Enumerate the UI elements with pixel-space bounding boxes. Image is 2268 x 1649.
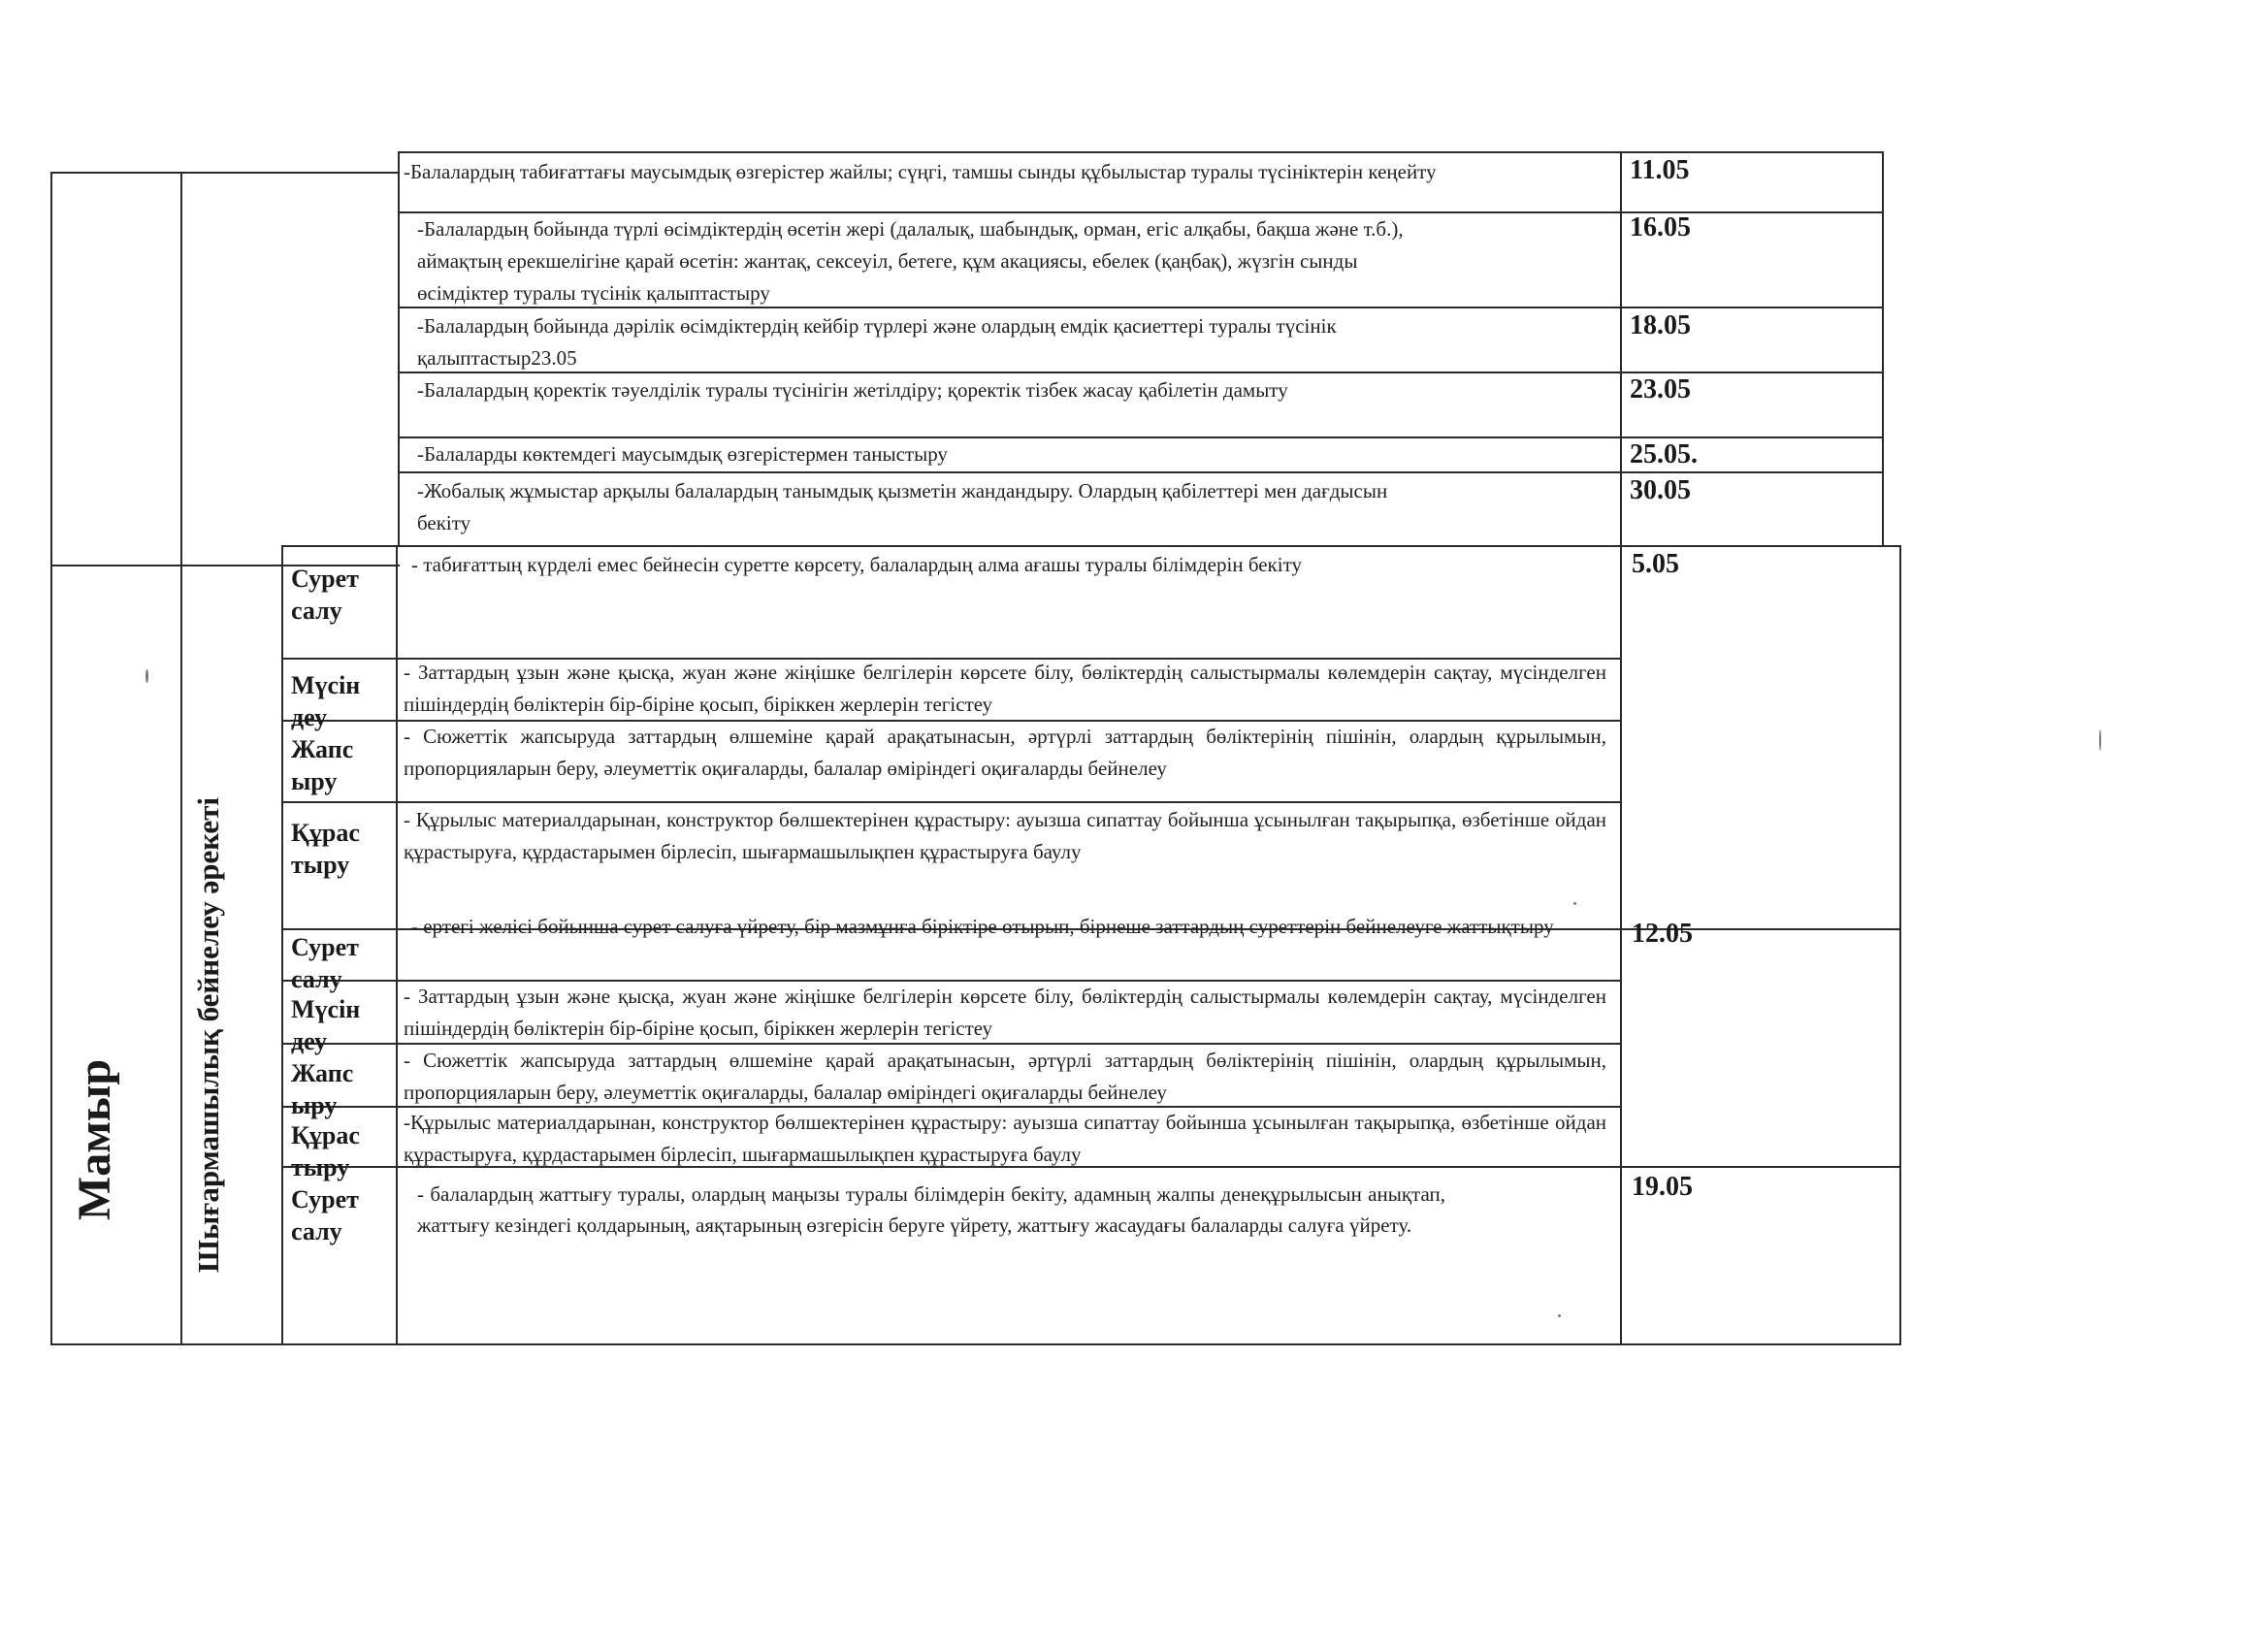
activity-text: - Заттардың ұзын және қысқа, жуан және жіңішке белгілерін көрсете білу, бөліктердің салыстырмалы көлемдерін сақтау, мүсінделген пішіндердің бөліктерін бір-біріне қосып, біріккен жерлерін тегістеу bbox=[404, 985, 1606, 1040]
activity-text: - Сюжеттік жапсыруда заттардың өлшеміне қарай арақатынасын, әртүрлі заттардың бөліктерінің пішінін, олардың құрылымын, пропорцияларын беру, әлеуметтік оқиғаларды, балалар өміріндегі оқиғаларды бейнелеу bbox=[404, 1049, 1606, 1104]
upper-row-date: 11.05 bbox=[1630, 155, 1690, 185]
upper-row-text: -Балалардың табиғаттағы маусымдық өзгерістер жайлы; сүңгі, тамшы сынды құбылыстар туралы түсініктерін кеңейту bbox=[404, 160, 1437, 183]
lower-label-left-border bbox=[281, 545, 283, 1343]
upper-row-text: -Балаларды көктемдегі маусымдық өзгерістермен таныстыру bbox=[417, 442, 948, 466]
upper-row-text: -Балалардың бойында түрлі өсімдіктердің өсетін жері (далалық, шабындық, орман, егіс алқабы, бақша және т.б.), аймақтың ерекшелігіне қарай өсетін: жантақ, сексеуіл, бетеге, құм акациясы, ебелек (қаңбақ), жүзгін сынды өсімдіктер туралы түсінік қалыптастыру bbox=[417, 217, 1404, 305]
activity-text: -Құрылыс материалдарынан, конструктор бөлшектерінен құрастыру: ауызша сипаттау бойынша ұсынылған тақырыпқа, өзбетінше ойдан құрастыруға, құрдастарымен бірлесіп, шығармашылықпен құрастыруға баулу bbox=[404, 1111, 1606, 1166]
month-label: Мамыр bbox=[69, 1058, 120, 1221]
upper-table-right-border bbox=[1882, 151, 1884, 545]
activity-label: Сурет салу bbox=[291, 565, 359, 625]
upper-date-left-border bbox=[1620, 151, 1622, 545]
upper-row-text: -Балалардың бойында дәрілік өсімдіктердің кейбір түрлері және олардың емдік қасиеттері туралы түсінік қалыптастыр23.05 bbox=[417, 314, 1337, 370]
activity-label: Мүсін деу bbox=[291, 671, 361, 731]
activity-text: - Құрылыс материалдарынан, конструктор бөлшектерінен құрастыру: ауызша сипаттау бойынша ұсынылған тақырыпқа, өзбетінше ойдан құрастыруға, құрдастарымен бірлесіп, шығармашылықпен құрастыруға баулу bbox=[404, 808, 1606, 863]
lower-row-separator bbox=[281, 801, 1620, 803]
scan-speck bbox=[2099, 729, 2101, 751]
upper-row-date: 16.05 bbox=[1630, 212, 1691, 242]
table-left-border bbox=[50, 172, 52, 1343]
activity-label: Құрас тыру bbox=[291, 819, 360, 879]
upper-table-left-top-border bbox=[50, 172, 400, 174]
upper-row-date: 23.05 bbox=[1630, 374, 1691, 404]
lower-date: 19.05 bbox=[1632, 1172, 1693, 1202]
lower-date: 12.05 bbox=[1632, 919, 1693, 949]
activity-label: Сурет салу bbox=[291, 933, 359, 993]
activity-label: Мүсін деу bbox=[291, 995, 361, 1055]
lower-text-left-border bbox=[396, 545, 398, 1343]
upper-row-date: 30.05 bbox=[1630, 475, 1691, 505]
activity-text: - балалардың жаттығу туралы, олардың маңызы туралы білімдерін бекіту, адамның жалпы денеқұрылысын анықтап, жаттығу кезіндегі қолдарының, аяқтарының өзгерісін беруге үйрету, жаттығу жасаудағы балаларды салуға үйрету. bbox=[417, 1182, 1445, 1237]
activity-text: - Заттардың ұзын және қысқа, жуан және жіңішке белгілерін көрсете білу, бөліктердің салыстырмалы көлемдерін сақтау, мүсінделген пішіндердің бөліктерін бір-біріне қосып, біріккен жерлерін тегістеу bbox=[404, 661, 1606, 716]
lower-date: 5.05 bbox=[1632, 549, 1679, 579]
scan-speck bbox=[1558, 1314, 1561, 1317]
upper-row-date: 25.05. bbox=[1630, 439, 1698, 469]
upper-text-left-border bbox=[398, 151, 400, 545]
lower-date-left-border bbox=[1620, 545, 1622, 1343]
activity-label: Жапс ыру bbox=[291, 735, 354, 795]
scan-speck bbox=[146, 669, 148, 683]
activity-text: - табиғаттың күрделі емес бейнесін суретте көрсету, балалардың алма ағашы туралы білімдерін бекіту bbox=[411, 553, 1302, 576]
upper-row-date: 18.05 bbox=[1630, 310, 1691, 340]
lower-table-bottom-border bbox=[50, 1343, 1901, 1345]
upper-row-text: -Жобалық жұмыстар арқылы балалардың танымдық қызметін жандандыру. Олардың қабілеттері мен дағдысын бекіту bbox=[417, 479, 1388, 534]
upper-row-text: -Балалардың қоректік тәуелділік туралы түсінігін жетілдіру; қоректік тізбек жасау қабілетін дамыту bbox=[417, 378, 1288, 402]
upper-table-top-border bbox=[398, 151, 1883, 153]
activity-text: - ертегі желісі бойынша сурет салуға үйрету, бір мазмұнға біріктіре отырып, бірнеше заттардың суреттерін бейнелеуге жаттықтыру bbox=[411, 915, 1554, 938]
lower-table-top-border bbox=[281, 545, 1899, 547]
activity-label: Құрас тыру bbox=[291, 1121, 360, 1181]
activity-text: - Сюжеттік жапсыруда заттардың өлшеміне қарай арақатынасын, әртүрлі заттардың бөліктерінің пішінін, олардың құрылымын, пропорцияларын беру, әлеуметтік оқиғаларды, балалар өміріндегі оқиғаларды бейнелеу bbox=[404, 725, 1606, 780]
scan-speck bbox=[1573, 902, 1576, 905]
lower-table-right-border bbox=[1899, 545, 1901, 1343]
category-label: Шығармашылық бейнелеу әрекеті bbox=[191, 797, 225, 1273]
upper-row-separator bbox=[398, 471, 1883, 473]
table-col1-border bbox=[180, 172, 182, 1343]
activity-label: Жапс ыру bbox=[291, 1059, 354, 1119]
activity-label: Сурет салу bbox=[291, 1185, 359, 1245]
